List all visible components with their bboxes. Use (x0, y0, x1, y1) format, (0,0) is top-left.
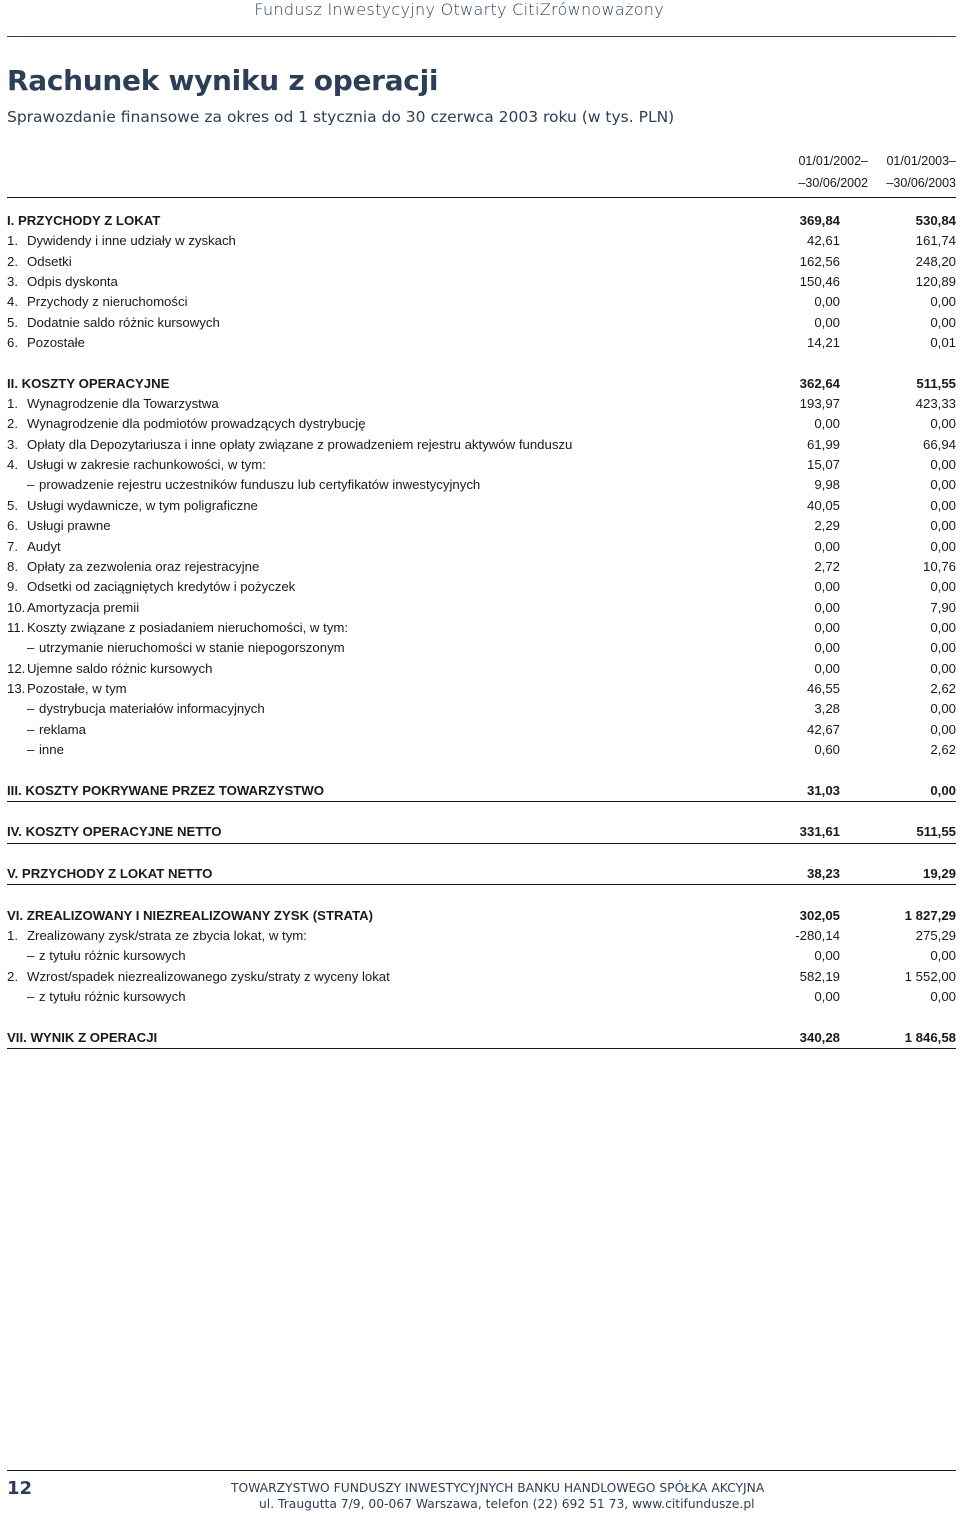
table-row (7, 292, 956, 312)
value-2002: 0,00 (814, 294, 840, 310)
value-2002: -280,14 (795, 928, 840, 944)
label-text: Wynagrodzenie dla podmiotów prowadzących dystrybucję (27, 416, 366, 432)
value-2002: 582,19 (799, 968, 840, 984)
value-2003: 10,76 (922, 558, 956, 574)
dash-marker: – (27, 989, 35, 1005)
item-number: 13. (7, 680, 26, 696)
value-2002: 0,00 (814, 989, 840, 1005)
value-2003: 511,55 (916, 375, 956, 391)
row-label (7, 699, 720, 719)
item-number: 6. (7, 335, 18, 351)
row-label (7, 1028, 720, 1048)
row-label (7, 414, 720, 434)
section-row (7, 906, 956, 926)
row-spacer (7, 844, 956, 864)
item-number: 1. (7, 928, 18, 944)
row-label (7, 374, 720, 394)
value-2003: 0,00 (930, 782, 956, 798)
table-row (7, 926, 956, 946)
row-label (7, 333, 720, 353)
label-text: III. KOSZTY POKRYWANE PRZEZ TOWARZYSTWO (7, 782, 324, 798)
label-text: Przychody z nieruchomości (27, 294, 188, 310)
section-row (7, 374, 956, 394)
table-row (7, 740, 956, 760)
value-2002: 14,21 (806, 335, 840, 351)
row-label (7, 987, 720, 1007)
item-number: 4. (7, 294, 18, 310)
table-row (7, 598, 956, 618)
title-divider (7, 36, 956, 37)
dash-marker: – (27, 477, 35, 493)
value-2003: 2,62 (930, 680, 956, 696)
value-2002: 0,00 (814, 619, 840, 635)
row-label (7, 313, 720, 333)
label-text: VI. ZREALIZOWANY I NIEZREALIZOWANY ZYSK (STRATA) (7, 907, 374, 923)
value-2003: 0,01 (930, 335, 956, 351)
row-label (7, 272, 720, 292)
value-2002: 9,98 (814, 477, 840, 493)
label-text: IV. KOSZTY OPERACYJNE NETTO (7, 824, 222, 840)
value-2003: 7,90 (930, 599, 956, 615)
table-row (7, 618, 956, 638)
value-2002: 61,99 (806, 436, 840, 452)
row-label (7, 967, 720, 987)
value-2003: 0,00 (930, 640, 956, 656)
item-number: 2. (7, 253, 18, 269)
label-text: Wynagrodzenie dla Towarzystwa (27, 396, 219, 412)
column-header-2003 (886, 150, 956, 194)
table-row (7, 496, 956, 516)
value-2003: 2,62 (930, 741, 956, 757)
row-label (7, 211, 720, 231)
label-text: z tytułu różnic kursowych (39, 948, 186, 964)
value-2003: 0,00 (930, 619, 956, 635)
value-2002: 42,61 (806, 233, 840, 249)
label-text: Odpis dyskonta (27, 274, 118, 290)
value-2003: 0,00 (930, 989, 956, 1005)
dash-marker: – (27, 721, 35, 737)
value-2002: 31,03 (806, 782, 840, 798)
value-2003: 0,00 (930, 721, 956, 737)
value-2003: 423,33 (915, 396, 956, 412)
fund-name-header: Fundusz Inwestycyjny Otwarty CitiZrównoważony (254, 0, 664, 19)
label-text: dystrybucja materiałów informacyjnych (39, 701, 265, 717)
row-label (7, 475, 720, 495)
item-number: 11. (7, 619, 25, 635)
row-label (7, 557, 720, 577)
page-number: 12 (7, 1478, 33, 1499)
value-2003: 0,00 (930, 416, 956, 432)
table-row (7, 659, 956, 679)
label-text: Usługi w zakresie rachunkowości, w tym: (27, 457, 266, 473)
table-row (7, 577, 956, 597)
item-number: 9. (7, 579, 18, 595)
row-label (7, 496, 720, 516)
row-label (7, 516, 720, 536)
label-text: prowadzenie rejestru uczestników funduszu lub certyfikatów inwestycyjnych (39, 477, 481, 493)
value-2003: 0,00 (930, 579, 956, 595)
column-header-2002 (798, 150, 868, 194)
table-row (7, 414, 956, 434)
table-row (7, 435, 956, 455)
value-2002: 3,28 (814, 701, 840, 717)
row-label (7, 231, 720, 251)
footer-address: ul. Traugutta 7/9, 00-067 Warszawa, telefon (22) 692 51 73, www.citifundusze.pl (259, 1497, 755, 1511)
table-row (7, 516, 956, 536)
row-label (7, 292, 720, 312)
footer-company: TOWARZYSTWO FUNDUSZY INWESTYCYJNYCH BANKU HANDLOWEGO SPÓŁKA AKCYJNA (231, 1481, 765, 1495)
value-2002: 193,97 (799, 396, 840, 412)
value-2003: 0,00 (930, 518, 956, 534)
dash-marker: – (27, 741, 35, 757)
row-label (7, 720, 720, 740)
value-2003: 1 827,29 (904, 907, 956, 923)
value-2003: 0,00 (930, 294, 956, 310)
label-text: Usługi prawne (27, 518, 111, 534)
value-2002: 2,72 (814, 558, 840, 574)
item-number: 5. (7, 497, 18, 513)
column-header-line: –30/06/2003 (886, 176, 956, 190)
value-2002: 15,07 (806, 457, 840, 473)
section-row (7, 211, 956, 231)
value-2002: 369,84 (799, 213, 840, 228)
column-header-line: –30/06/2002 (798, 176, 868, 190)
value-2003: 0,00 (930, 701, 956, 717)
item-number: 3. (7, 274, 18, 290)
row-label (7, 781, 720, 801)
row-label (7, 740, 720, 760)
item-number: 10. (7, 599, 26, 615)
row-label (7, 618, 720, 638)
value-2003: 161,74 (915, 233, 956, 249)
value-2003: 0,00 (930, 948, 956, 964)
item-number: 2. (7, 416, 18, 432)
value-2002: 331,61 (799, 824, 840, 840)
label-text: V. PRZYCHODY Z LOKAT NETTO (7, 866, 213, 881)
label-text: Odsetki (27, 253, 72, 269)
value-2002: 40,05 (806, 497, 840, 513)
row-spacer (7, 353, 956, 373)
table-row (7, 987, 956, 1007)
row-spacer (7, 760, 956, 780)
dash-marker: – (27, 640, 35, 656)
row-label (7, 864, 720, 884)
value-2003: 1 552,00 (904, 968, 956, 984)
label-text: II. KOSZTY OPERACYJNE (7, 375, 170, 391)
value-2002: 46,55 (806, 680, 840, 696)
item-number: 4. (7, 457, 18, 473)
value-2002: 2,29 (814, 518, 840, 534)
value-2003: 275,29 (915, 928, 956, 944)
table-row (7, 231, 956, 251)
table-row (7, 557, 956, 577)
value-2003: 530,84 (915, 213, 956, 228)
table-row (7, 679, 956, 699)
table-row (7, 333, 956, 353)
table-row (7, 537, 956, 557)
item-number: 5. (7, 314, 18, 330)
table-row (7, 946, 956, 966)
value-2002: 0,00 (814, 948, 840, 964)
row-spacer (7, 1007, 956, 1027)
table-row (7, 272, 956, 292)
value-2003: 0,00 (930, 497, 956, 513)
row-label (7, 435, 720, 455)
label-text: I. PRZYCHODY Z LOKAT (7, 213, 161, 228)
label-text: Amortyzacja premii (27, 599, 140, 615)
label-text: Opłaty za zezwolenia oraz rejestracyjne (27, 558, 260, 574)
label-text: Wzrost/spadek niezrealizowanego zysku/straty z wyceny lokat (27, 968, 390, 984)
label-text: Dywidendy i inne udziały w zyskach (27, 233, 236, 249)
header-divider (7, 197, 956, 198)
value-2002: 340,28 (799, 1029, 840, 1045)
value-2003: 511,55 (916, 824, 956, 840)
item-number: 6. (7, 518, 18, 534)
row-label (7, 906, 720, 926)
label-text: Opłaty dla Depozytariusza i inne opłaty związane z prowadzeniem rejestru aktywów funduszu (27, 436, 573, 452)
table-row (7, 455, 956, 475)
label-text: Odsetki od zaciągniętych kredytów i pożyczek (27, 579, 296, 595)
value-2003: 66,94 (922, 436, 956, 452)
row-label (7, 638, 720, 658)
income-statement-table (7, 211, 956, 1049)
item-number: 8. (7, 558, 18, 574)
value-2002: 0,00 (814, 640, 840, 656)
value-2003: 0,00 (930, 660, 956, 676)
row-label (7, 537, 720, 557)
table-row (7, 720, 956, 740)
label-text: Pozostałe (27, 335, 85, 351)
value-2003: 120,89 (915, 274, 956, 290)
section-row (7, 864, 956, 885)
row-spacer (7, 802, 956, 822)
value-2002: 0,00 (814, 599, 840, 615)
value-2003: 0,00 (930, 314, 956, 330)
row-label (7, 252, 720, 272)
label-text: Dodatnie saldo różnic kursowych (27, 314, 220, 330)
column-header-line: 01/01/2002– (798, 154, 868, 168)
label-text: utrzymanie nieruchomości w stanie niepogorszonym (39, 640, 345, 656)
table-row (7, 475, 956, 495)
row-spacer (7, 885, 956, 905)
value-2002: 0,00 (814, 314, 840, 330)
table-row (7, 967, 956, 987)
value-2003: 0,00 (930, 457, 956, 473)
page-subtitle: Sprawozdanie finansowe za okres od 1 stycznia do 30 czerwca 2003 roku (w tys. PLN) (7, 108, 675, 126)
row-label (7, 946, 720, 966)
item-number: 1. (7, 233, 18, 249)
label-text: Usługi wydawnicze, w tym poligraficzne (27, 497, 258, 513)
section-row (7, 781, 956, 802)
section-row (7, 822, 956, 843)
row-label (7, 455, 720, 475)
value-2002: 38,23 (806, 866, 840, 881)
value-2003: 1 846,58 (904, 1029, 956, 1045)
row-label (7, 926, 720, 946)
row-label (7, 598, 720, 618)
value-2003: 0,00 (930, 477, 956, 493)
label-text: reklama (39, 721, 86, 737)
footer-divider (7, 1470, 956, 1471)
value-2003: 248,20 (915, 253, 956, 269)
label-text: z tytułu różnic kursowych (39, 989, 186, 1005)
row-label (7, 659, 720, 679)
row-label (7, 822, 720, 842)
value-2002: 150,46 (799, 274, 840, 290)
table-row (7, 394, 956, 414)
item-number: 12. (7, 660, 26, 676)
item-number: 1. (7, 396, 18, 412)
value-2002: 0,00 (814, 538, 840, 554)
row-label (7, 394, 720, 414)
label-text: VII. WYNIK Z OPERACJI (7, 1029, 158, 1045)
value-2002: 362,64 (799, 375, 840, 391)
label-text: Ujemne saldo różnic kursowych (27, 660, 213, 676)
label-text: Audyt (27, 538, 61, 554)
label-text: Koszty związane z posiadaniem nieruchomości, w tym: (27, 619, 349, 635)
item-number: 2. (7, 968, 18, 984)
label-text: inne (39, 741, 64, 757)
row-label (7, 577, 720, 597)
dash-marker: – (27, 948, 35, 964)
value-2002: 0,00 (814, 660, 840, 676)
page-title: Rachunek wyniku z operacji (7, 64, 439, 97)
section-row (7, 1028, 956, 1049)
table-row (7, 252, 956, 272)
dash-marker: – (27, 701, 35, 717)
value-2002: 42,67 (806, 721, 840, 737)
value-2002: 0,00 (814, 416, 840, 432)
table-row (7, 699, 956, 719)
item-number: 7. (7, 538, 18, 554)
value-2003: 0,00 (930, 538, 956, 554)
table-row (7, 638, 956, 658)
label-text: Pozostałe, w tym (27, 680, 127, 696)
row-label (7, 679, 720, 699)
label-text: Zrealizowany zysk/strata ze zbycia lokat, w tym: (27, 928, 307, 944)
value-2002: 0,60 (814, 741, 840, 757)
column-header-line: 01/01/2003– (886, 154, 956, 168)
item-number: 3. (7, 436, 18, 452)
table-row (7, 313, 956, 333)
value-2002: 0,00 (814, 579, 840, 595)
value-2002: 162,56 (799, 253, 840, 269)
value-2003: 19,29 (922, 866, 956, 881)
value-2002: 302,05 (799, 907, 840, 923)
